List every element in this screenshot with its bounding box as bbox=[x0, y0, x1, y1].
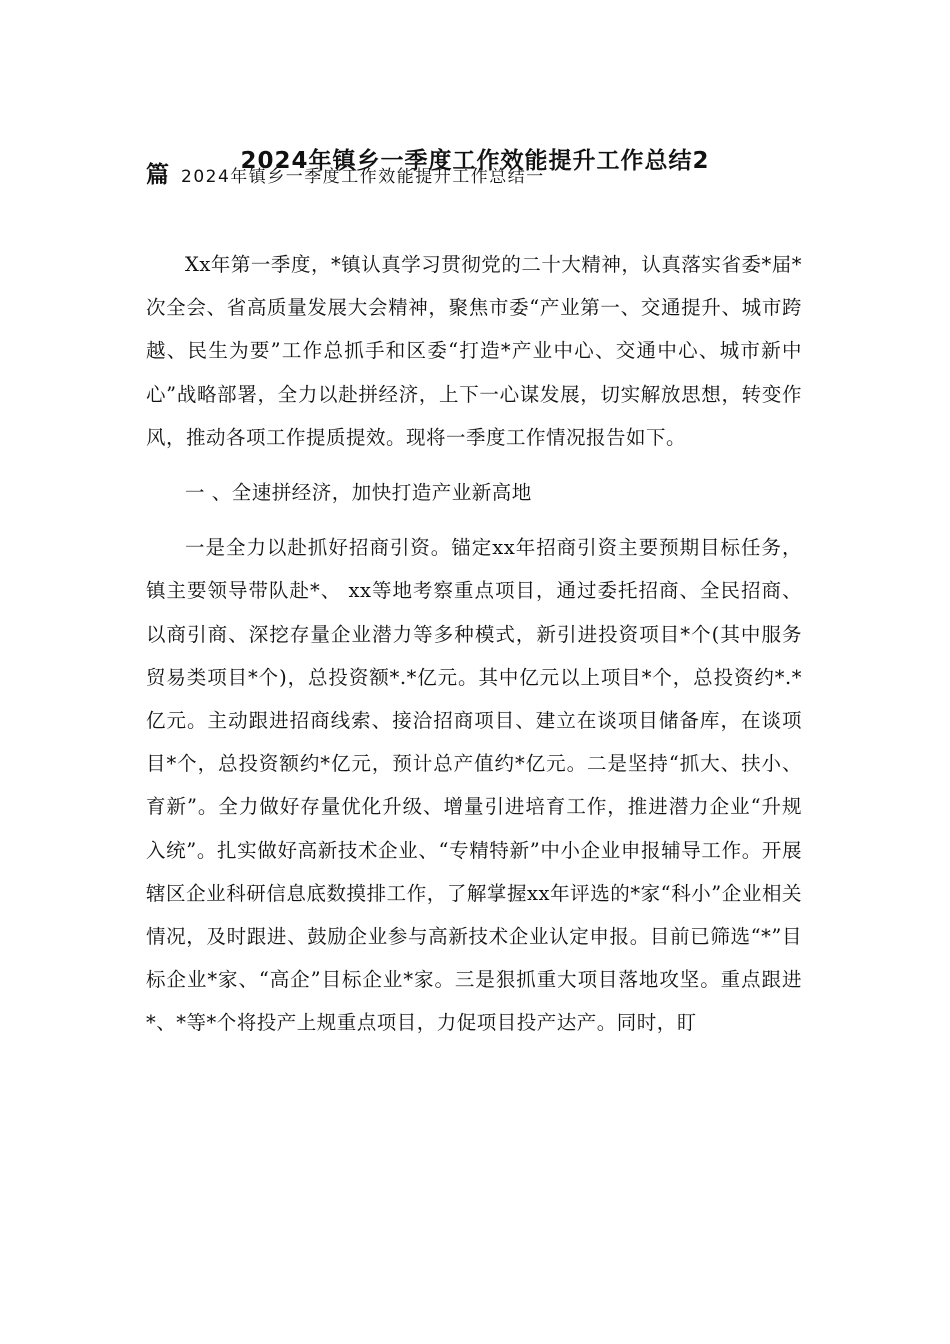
intro-paragraph: Xx年第一季度，*镇认真学习贯彻党的二十大精神，认真落实省委*届*次全会、省高质量发展大会精神，聚焦市委“产业第一、交通提升、城市跨越、民生为要”工作总抓手和区委“打造*产业中心、交通中心、城市新中心”战略部署，全力以赴拼经济，上下一心谋发展，切实解放思想，转变作风，推动各项工作提质提效。现将一季度工作情况报告如下。 bbox=[146, 253, 802, 449]
body-paragraph: 一是全力以赴抓好招商引资。锚定xx年招商引资主要预期目标任务，镇主要领导带队赴*、 xx等地考察重点项目，通过委托招商、全民招商、以商引商、深挖存量企业潜力等多种模式，新引进投资项目*个(其中服务贸易类项目*个)，总投资额*.*亿元。其中亿元以上项目*个，总投资约*.*亿元。主动跟进招商线索、接洽招商项目、建立在谈项目储备库，在谈项目*个，总投资额约*亿元，预计总产值约*亿元。二是坚持“抓大、扶小、育新”。全力做好存量优化升级、增量引进培育工作，推进潜力企业“升规入统”。扎实做好高新技术企业、“专精特新”中小企业申报辅导工作。开展辖区企业科研信息底数摸排工作，了解掌握xx年评选的*家“科小”企业相关情况，及时跟进、鼓励企业参与高新技术企业认定申报。目前已筛选“*”目标企业*家、“高企”目标企业*家。三是狠抓重大项目落地攻坚。重点跟进*、*等*个将投产上规重点项目，力促项目投产达产。同时，盯 bbox=[146, 536, 802, 1035]
subtitle-prefix: 篇 bbox=[146, 162, 169, 188]
subtitle-text: 2024年镇乡一季度工作效能提升工作总结一 bbox=[181, 167, 545, 187]
document-subtitle bbox=[146, 158, 846, 194]
document-title: 2024年镇乡一季度工作效能提升工作总结2 bbox=[240, 148, 710, 174]
document-body bbox=[146, 243, 802, 1045]
section-heading: 一 、全速拼经济，加快打造产业新高地 bbox=[185, 481, 532, 505]
